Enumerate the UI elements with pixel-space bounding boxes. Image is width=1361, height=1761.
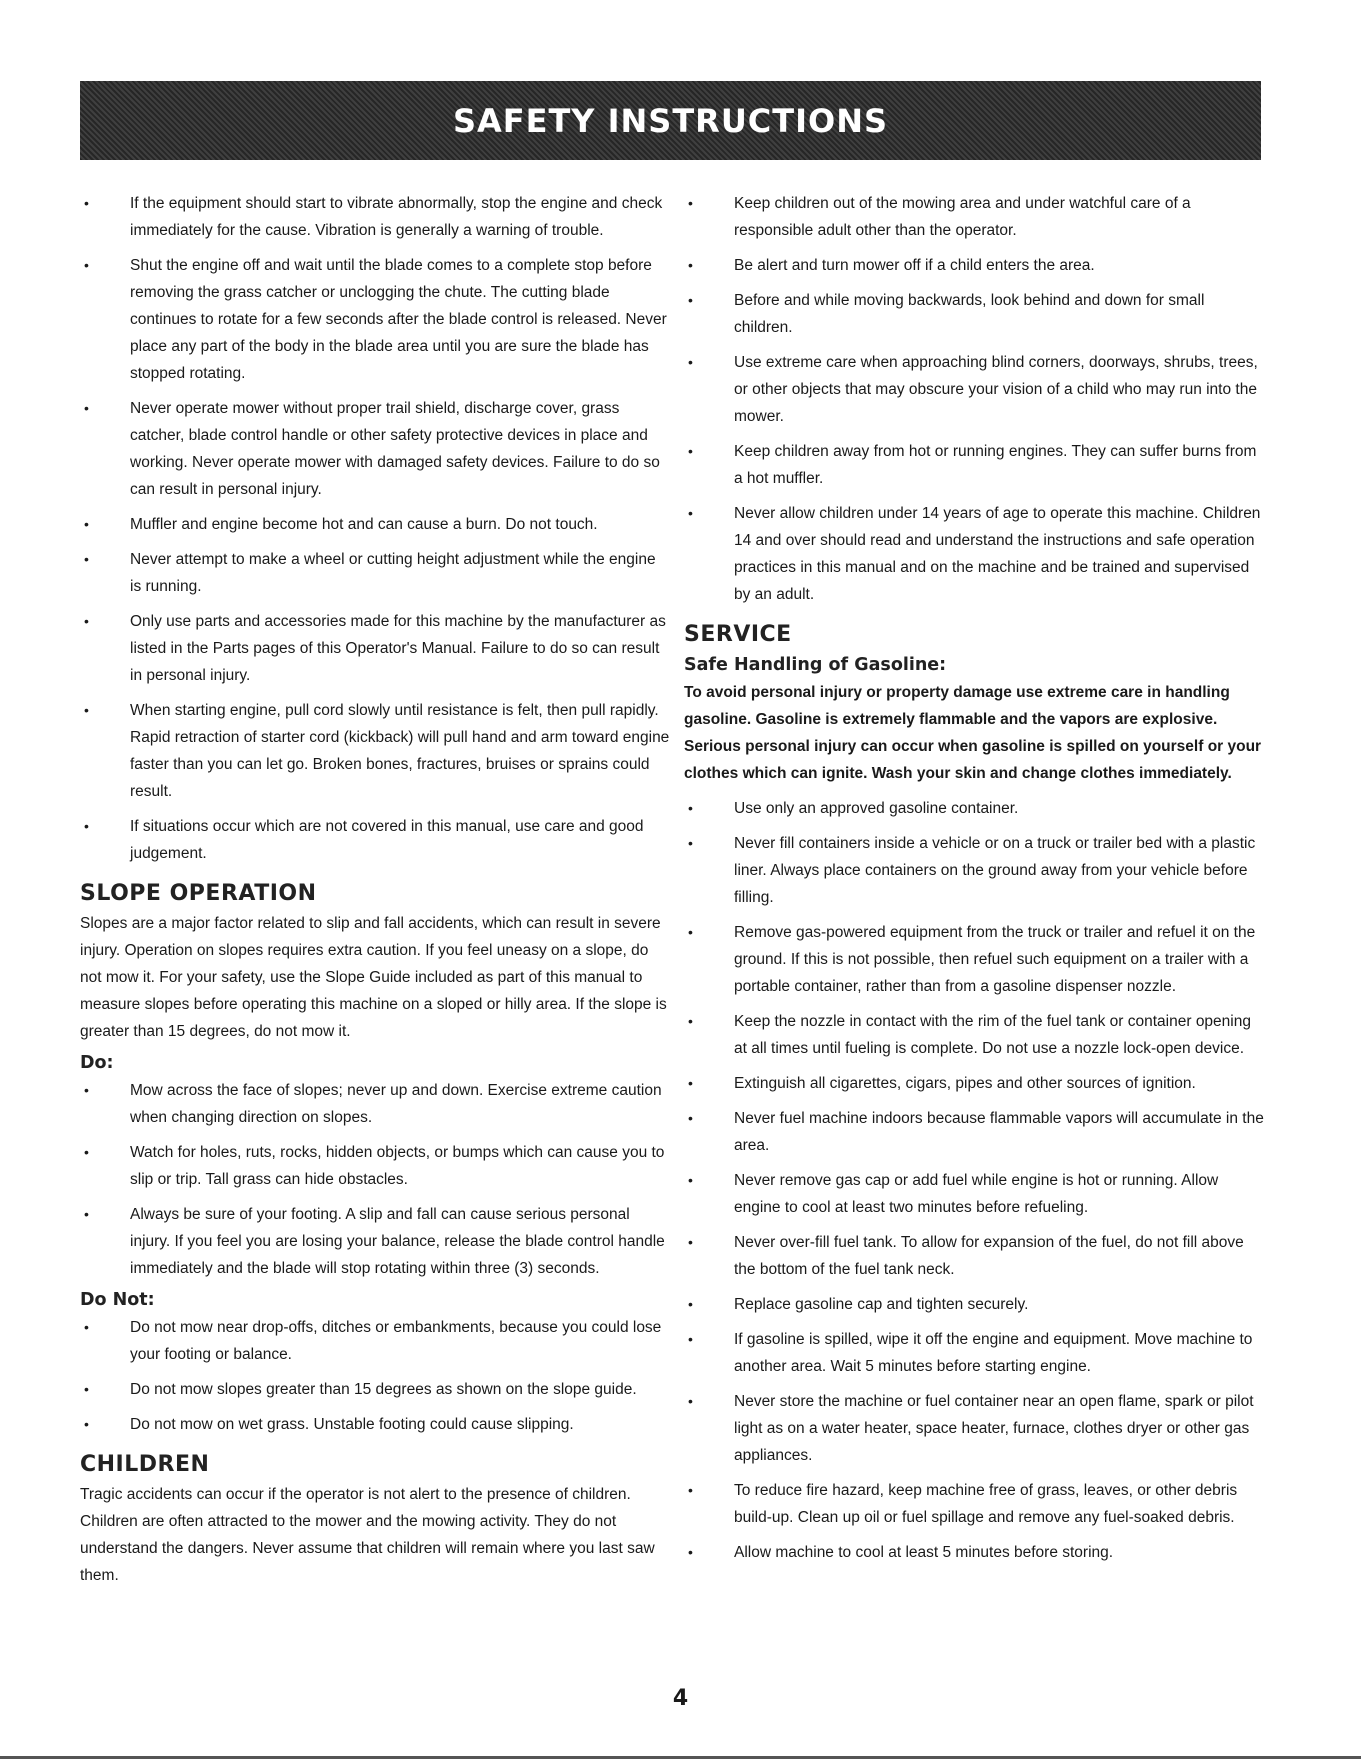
bullet-icon: • bbox=[688, 1331, 693, 1347]
list-item: • Be alert and turn mower off if a child enters the area. bbox=[684, 252, 1264, 279]
list-item: • Never attempt to make a wheel or cutting height adjustment while the engine is running. bbox=[80, 546, 670, 600]
children-intro: Tragic accidents can occur if the operator is not alert to the presence of children. Children are often attracted to the mower and the mowing activity. They do not understand the dangers. Never assume that children will remain where you last saw them. bbox=[80, 1486, 655, 1584]
bullet-icon: • bbox=[688, 292, 693, 308]
bottom-divider bbox=[0, 1756, 1361, 1759]
list-item: • Never fill containers inside a vehicle or on a truck or trailer bed with a plastic liner. Always place containers on the ground away from your vehicle before filling. bbox=[684, 830, 1264, 911]
list-item: • Do not mow slopes greater than 15 degrees as shown on the slope guide. bbox=[80, 1376, 670, 1403]
list-item: • Extinguish all cigarettes, cigars, pipes and other sources of ignition. bbox=[684, 1070, 1264, 1097]
bullet-icon: • bbox=[84, 1381, 89, 1397]
slope-intro: Slopes are a major factor related to slip and fall accidents, which can result in severe injury. Operation on slopes requires extra caution. If you feel uneasy on a slope, do not mow it. For your safety, use the Slope Guide included as part of this manual to measure slopes before operating this machine on a sloped or hilly area. If the slope is greater than 15 degrees, do not mow it. bbox=[80, 915, 667, 1040]
bullet-icon: • bbox=[688, 1013, 693, 1029]
bullet-icon: • bbox=[688, 1296, 693, 1312]
bullet-icon: • bbox=[688, 800, 693, 816]
bullet-icon: • bbox=[688, 1110, 693, 1126]
bullet-icon: • bbox=[84, 1416, 89, 1432]
bullet-icon: • bbox=[84, 613, 89, 629]
list-item: • Never operate mower without proper trail shield, discharge cover, grass catcher, blade control handle or other safety protective devices in place and working. Never operate mower with damaged safety devices. Failure to do so can result in personal injury. bbox=[80, 395, 670, 503]
title-banner bbox=[80, 81, 1261, 160]
list-item: • Keep children away from hot or running engines. They can suffer burns from a hot muffler. bbox=[684, 438, 1264, 492]
bullet-icon: • bbox=[688, 1544, 693, 1560]
list-item: • Never allow children under 14 years of age to operate this machine. Children 14 and over should read and understand the instructions and safe operation practices in this manual and on the machine and be trained and supervised by an adult. bbox=[684, 500, 1264, 608]
bullet-icon: • bbox=[688, 924, 693, 940]
page-title: SAFETY INSTRUCTIONS bbox=[452, 101, 889, 140]
list-item: • Keep the nozzle in contact with the rim of the fuel tank or container opening at all times until fueling is complete. Do not use a nozzle lock-open device. bbox=[684, 1008, 1264, 1062]
bullet-icon: • bbox=[688, 835, 693, 851]
list-item: • Before and while moving backwards, look behind and down for small children. bbox=[684, 287, 1264, 341]
bullet-icon: • bbox=[688, 1075, 693, 1091]
bullet-icon: • bbox=[84, 1144, 89, 1160]
list-item: • Always be sure of your footing. A slip and fall can cause serious personal injury. If you feel you are losing your balance, release the blade control handle immediately and the blade will stop rotating within three (3) seconds. bbox=[80, 1201, 670, 1282]
right-column bbox=[684, 190, 1264, 1574]
bullet-icon: • bbox=[84, 818, 89, 834]
bullet-icon: • bbox=[688, 1172, 693, 1188]
page-number: 4 bbox=[672, 1686, 689, 1711]
list-item: • Do not mow near drop-offs, ditches or embankments, because you could lose your footing or balance. bbox=[80, 1314, 670, 1368]
list-item: • Keep children out of the mowing area and under watchful care of a responsible adult other than the operator. bbox=[684, 190, 1264, 244]
general-safety-list bbox=[80, 190, 670, 867]
bullet-icon: • bbox=[84, 195, 89, 211]
service-heading: SERVICE bbox=[684, 622, 792, 647]
do-list bbox=[80, 1077, 670, 1282]
bullet-icon: • bbox=[84, 1206, 89, 1222]
list-item: • Muffler and engine become hot and can cause a burn. Do not touch. bbox=[80, 511, 670, 538]
list-item: • Mow across the face of slopes; never up and down. Exercise extreme caution when changing direction on slopes. bbox=[80, 1077, 670, 1131]
children-list bbox=[684, 190, 1264, 608]
list-item: • Do not mow on wet grass. Unstable footing could cause slipping. bbox=[80, 1411, 670, 1438]
list-item: • Never over-fill fuel tank. To allow for expansion of the fuel, do not fill above the bottom of the fuel tank neck. bbox=[684, 1229, 1264, 1283]
bullet-icon: • bbox=[688, 505, 693, 521]
list-item: • Never fuel machine indoors because flammable vapors will accumulate in the area. bbox=[684, 1105, 1264, 1159]
list-item: • Only use parts and accessories made for this machine by the manufacturer as listed in the Parts pages of this Operator's Manual. Failure to do so can result in personal injury. bbox=[80, 608, 670, 689]
do-not-heading: Do Not: bbox=[80, 1290, 155, 1310]
list-item: • Shut the engine off and wait until the blade comes to a complete stop before removing the grass catcher or unclogging the chute. The cutting blade continues to rotate for a few seconds after the blade control is released. Never place any part of the body in the blade area until you are sure the blade has stopped rotating. bbox=[80, 252, 670, 387]
bullet-icon: • bbox=[688, 195, 693, 211]
bullet-icon: • bbox=[84, 551, 89, 567]
list-item: • If the equipment should start to vibrate abnormally, stop the engine and check immediately for the cause. Vibration is generally a warning of trouble. bbox=[80, 190, 670, 244]
list-item: • If gasoline is spilled, wipe it off the engine and equipment. Move machine to another area. Wait 5 minutes before starting engine. bbox=[684, 1326, 1264, 1380]
list-item: • Never remove gas cap or add fuel while engine is hot or running. Allow engine to cool at least two minutes before refueling. bbox=[684, 1167, 1264, 1221]
bullet-icon: • bbox=[84, 516, 89, 532]
gasoline-warning: To avoid personal injury or property damage use extreme care in handling gasoline. Gasoline is extremely flammable and the vapors are explosive. Serious personal injury can occur when gasoline is spilled on yourself or your clothes which can ignite. Wash your skin and change clothes immediately. bbox=[684, 684, 1262, 782]
list-item: • Use extreme care when approaching blind corners, doorways, shrubs, trees, or other objects that may obscure your vision of a child who may run into the mower. bbox=[684, 349, 1264, 430]
list-item: • When starting engine, pull cord slowly until resistance is felt, then pull rapidly. Rapid retraction of starter cord (kickback) will pull hand and arm toward engine faster than you can let go. Broken bones, fractures, bruises or sprains could result. bbox=[80, 697, 670, 805]
bullet-icon: • bbox=[688, 443, 693, 459]
bullet-icon: • bbox=[688, 257, 693, 273]
bullet-icon: • bbox=[84, 257, 89, 273]
slope-operation-heading: SLOPE OPERATION bbox=[80, 881, 317, 906]
bullet-icon: • bbox=[84, 1082, 89, 1098]
gasoline-list bbox=[684, 795, 1264, 1566]
list-item: • Use only an approved gasoline container. bbox=[684, 795, 1264, 822]
children-heading: CHILDREN bbox=[80, 1452, 210, 1477]
bullet-icon: • bbox=[688, 1482, 693, 1498]
bullet-icon: • bbox=[84, 1319, 89, 1335]
bullet-icon: • bbox=[688, 1234, 693, 1250]
list-item: • If situations occur which are not covered in this manual, use care and good judgement. bbox=[80, 813, 670, 867]
do-not-list bbox=[80, 1314, 670, 1438]
list-item: • Remove gas-powered equipment from the truck or trailer and refuel it on the ground. If this is not possible, then refuel such equipment on a trailer with a portable container, rather than from a gasoline dispenser nozzle. bbox=[684, 919, 1264, 1000]
list-item: • Watch for holes, ruts, rocks, hidden objects, or bumps which can cause you to slip or trip. Tall grass can hide obstacles. bbox=[80, 1139, 670, 1193]
left-column bbox=[80, 190, 670, 1593]
bullet-icon: • bbox=[84, 702, 89, 718]
list-item: • Replace gasoline cap and tighten securely. bbox=[684, 1291, 1264, 1318]
bullet-icon: • bbox=[688, 354, 693, 370]
gasoline-heading: Safe Handling of Gasoline: bbox=[684, 655, 947, 675]
list-item: • Allow machine to cool at least 5 minutes before storing. bbox=[684, 1539, 1264, 1566]
list-item: • Never store the machine or fuel container near an open flame, spark or pilot light as on a water heater, space heater, furnace, clothes dryer or other gas appliances. bbox=[684, 1388, 1264, 1469]
bullet-icon: • bbox=[688, 1393, 693, 1409]
do-heading: Do: bbox=[80, 1053, 114, 1073]
list-item: • To reduce fire hazard, keep machine free of grass, leaves, or other debris build-up. Clean up oil or fuel spillage and remove any fuel-soaked debris. bbox=[684, 1477, 1264, 1531]
bullet-icon: • bbox=[84, 400, 89, 416]
